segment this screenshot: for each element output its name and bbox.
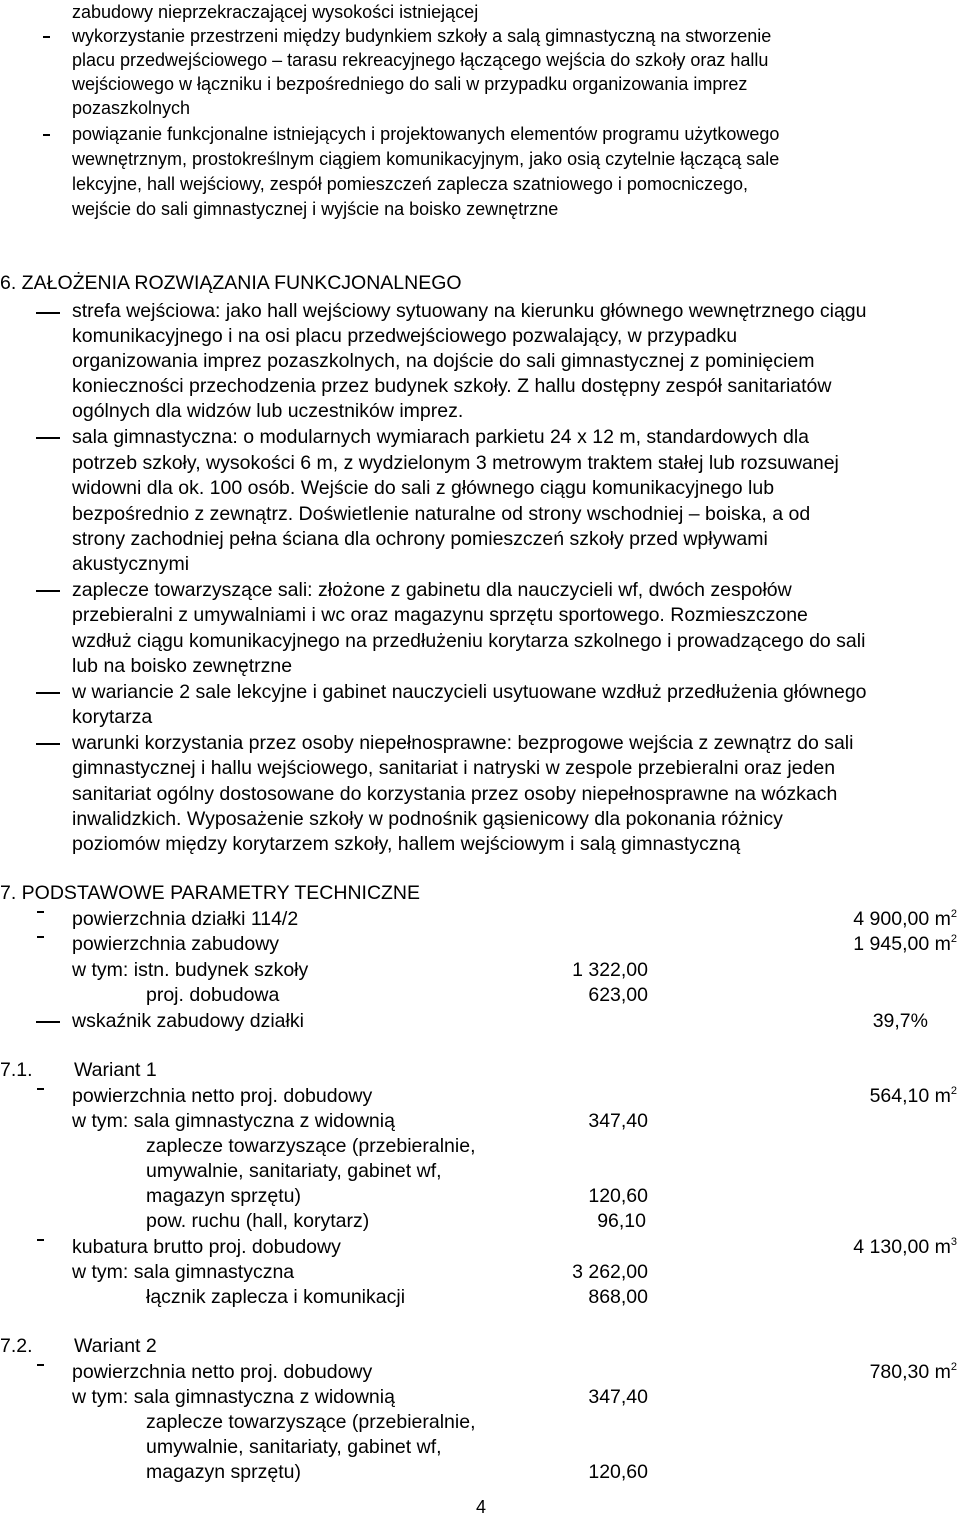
unit-exponent: 2 xyxy=(950,933,957,945)
variant-title: Wariant 1 xyxy=(74,1059,157,1081)
section-6-line: widowni dla ok. 100 osób. Wejście do sali z głównego ciągu komunikacyjnego lub xyxy=(72,477,775,499)
bullet-dash xyxy=(37,911,44,913)
param-label: umywalnie, sanitariaty, gabinet wf, xyxy=(146,1436,442,1458)
section-6-line: komunikacyjnego i na osi placu przedwejściowego pozwalający, w przypadku xyxy=(72,325,738,347)
bullet-dash xyxy=(36,312,60,314)
param-label: powierzchnia netto proj. dobudowy xyxy=(72,1085,373,1107)
param-label: magazyn sprzętu) xyxy=(146,1185,301,1207)
bullet-dash xyxy=(36,1021,60,1023)
param-label: w tym: sala gimnastyczna xyxy=(72,1261,295,1283)
section-6-line: przebieralni z umywalniami i wc oraz magazynu sprzętu sportowego. Rozmieszczone xyxy=(72,604,808,626)
intro-line: wewnętrznym, prostokreślnym ciągiem komunikacyjnym, jako osią czytelnie łączącą sale xyxy=(72,149,780,169)
section-6-line: organizowania imprez pozaszkolnych, na dojście do sali gimnastycznej z pominięciem xyxy=(72,350,815,372)
section-6-line: sanitariat ogólny dostosowane do korzystania przez osoby niepełnosprawne na wózkach xyxy=(72,783,838,805)
bullet-dash xyxy=(37,1088,44,1090)
param-label: pow. ruchu (hall, korytarz) xyxy=(146,1210,370,1232)
param-value: 4 130,00 $m^3$ xyxy=(853,1236,957,1258)
param-label: zaplecze towarzyszące (przebieralnie, xyxy=(146,1411,476,1433)
param-subvalue: 96,10 xyxy=(597,1210,646,1232)
bullet-dash xyxy=(43,36,50,38)
intro-line: pozaszkolnych xyxy=(72,98,191,118)
param-value: 780,30 $m^2$ xyxy=(869,1361,957,1383)
param-subvalue: 3 262,00 xyxy=(572,1261,648,1283)
param-value: 39,7% xyxy=(872,1010,928,1032)
unit-exponent: 2 xyxy=(950,1361,957,1373)
param-label: łącznik zaplecza i komunikacji xyxy=(146,1286,406,1308)
section-6-line: potrzeb szkoły, wysokości 6 m, z wydzielonym 3 metrowym traktem stałej lub rozsuwanej xyxy=(72,452,839,474)
param-subvalue: 868,00 xyxy=(588,1286,648,1308)
bullet-dash xyxy=(36,437,60,439)
section-6-line: konieczności przechodzenia przez budynek szkoły. Z hallu dostępny zespół sanitariatów xyxy=(72,375,832,397)
bullet-dash xyxy=(37,1364,44,1366)
variant-title: Wariant 2 xyxy=(74,1335,157,1357)
param-label: powierzchnia działki 114/2 xyxy=(72,908,299,930)
param-label: powierzchnia netto proj. dobudowy xyxy=(72,1361,373,1383)
variant-number: 7.1. xyxy=(0,1059,33,1081)
section-7-heading: 7. PODSTAWOWE PARAMETRY TECHNICZNE xyxy=(0,882,421,904)
bullet-dash xyxy=(36,590,60,592)
param-subvalue: 347,40 xyxy=(588,1386,648,1408)
section-6-line: akustycznymi xyxy=(72,553,190,575)
param-label: magazyn sprzętu) xyxy=(146,1461,301,1483)
unit-exponent: 2 xyxy=(950,908,957,920)
intro-line: zabudowy nieprzekraczającej wysokości istniejącej xyxy=(72,2,479,22)
param-subvalue: 623,00 xyxy=(588,984,648,1006)
param-label: w tym: sala gimnastyczna z widownią xyxy=(72,1386,395,1408)
param-value: 4 900,00 $m^2$ xyxy=(853,908,957,930)
section-6-line: lub na boisko zewnętrzne xyxy=(72,655,293,677)
bullet-dash xyxy=(36,692,60,694)
section-6-line: korytarza xyxy=(72,706,153,728)
variant-number: 7.2. xyxy=(0,1335,33,1357)
section-6-line: zaplecze towarzyszące sali: złożone z gabinetu dla nauczycieli wf, dwóch zespołów xyxy=(72,579,792,601)
unit-exponent: 3 xyxy=(950,1236,957,1248)
param-label: w tym: sala gimnastyczna z widownią xyxy=(72,1110,395,1132)
intro-line: wejście do sali gimnastycznej i wyjście na boisko zewnętrzne xyxy=(72,199,559,219)
section-6-line: poziomów między korytarzem szkoły, hallem wejściowym i salą gimnastyczną xyxy=(72,833,741,855)
page-number: 4 xyxy=(476,1497,487,1517)
param-value: 564,10 $m^2$ xyxy=(869,1085,957,1107)
intro-line: powiązanie funkcjonalne istniejących i projektowanych elementów programu użytkowego xyxy=(72,124,780,144)
section-6-line: wzdłuż ciągu komunikacyjnego na przedłużeniu korytarza szkolnego i prowadzącego do sali xyxy=(72,630,866,652)
section-6-line: bezpośrednio z zewnątrz. Doświetlenie naturalne od strony wschodniej – boiska, a od xyxy=(72,503,811,525)
section-6-line: ogólnych dla widzów lub uczestników imprez. xyxy=(72,400,464,422)
section-6-line: gimnastycznej i hallu wejściowego, sanitariat i natryski w zespole przebieralni oraz jeden xyxy=(72,757,836,779)
param-label: wskaźnik zabudowy działki xyxy=(72,1010,304,1032)
param-label: proj. dobudowa xyxy=(146,984,280,1006)
bullet-dash xyxy=(37,936,44,938)
param-subvalue: 120,60 xyxy=(588,1461,648,1483)
bullet-dash xyxy=(36,743,60,745)
intro-line: lekcyjne, hall wejściowy, zespół pomieszczeń zaplecza szatniowego i pomocniczego, xyxy=(72,174,748,194)
section-6-line: w wariancie 2 sale lekcyjne i gabinet nauczycieli usytuowane wzdłuż przedłużenia głównego xyxy=(72,681,867,703)
unit-exponent: 2 xyxy=(950,1085,957,1097)
param-label: kubatura brutto proj. dobudowy xyxy=(72,1236,341,1258)
section-6-line: inwalidzkich. Wyposażenie szkoły w podnośnik gąsienicowy dla pokonania różnicy xyxy=(72,808,783,830)
param-label: umywalnie, sanitariaty, gabinet wf, xyxy=(146,1160,442,1182)
section-6-line: sala gimnastyczna: o modularnych wymiarach parkietu 24 x 12 m, standardowych dla xyxy=(72,426,810,448)
param-label: powierzchnia zabudowy xyxy=(72,933,280,955)
param-label: w tym: istn. budynek szkoły xyxy=(72,959,309,981)
intro-line: wykorzystanie przestrzeni między budynkiem szkoły a salą gimnastyczną na stworzenie xyxy=(72,26,772,46)
intro-line: placu przedwejściowego – tarasu rekreacyjnego łączącego wejścia do szkoły oraz hallu xyxy=(72,50,769,70)
param-label: zaplecze towarzyszące (przebieralnie, xyxy=(146,1135,476,1157)
bullet-dash xyxy=(37,1239,44,1241)
section-6-line: warunki korzystania przez osoby niepełnosprawne: bezprogowe wejścia z zewnątrz do sali xyxy=(72,732,854,754)
param-subvalue: 347,40 xyxy=(588,1110,648,1132)
bullet-dash xyxy=(43,134,50,136)
param-subvalue: 120,60 xyxy=(588,1185,648,1207)
param-subvalue: 1 322,00 xyxy=(572,959,648,981)
section-6-line: strefa wejściowa: jako hall wejściowy sytuowany na kierunku głównego wewnętrznego ciągu xyxy=(72,300,867,322)
section-6-line: strony zachodniej pełna ściana dla ochrony pomieszczeń szkoły przed wpływami xyxy=(72,528,768,550)
section-6-heading: 6. ZAŁOŻENIA ROZWIĄZANIA FUNKCJONALNEGO xyxy=(0,272,462,294)
intro-line: wejściowego w łączniku i bezpośredniego do sali w przypadku organizowania imprez xyxy=(72,74,748,94)
param-value: 1 945,00 $m^2$ xyxy=(853,933,957,955)
